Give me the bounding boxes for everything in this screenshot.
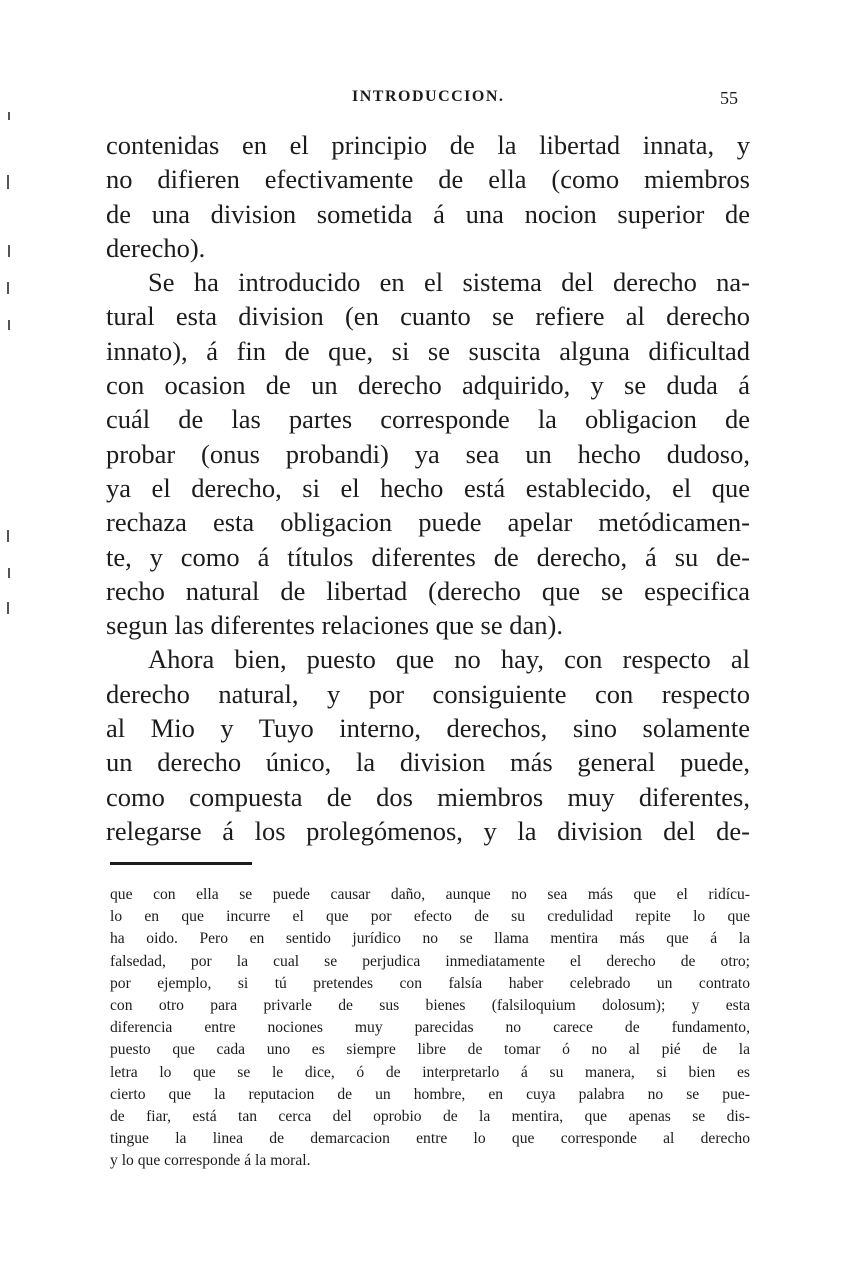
margin-mark	[7, 530, 9, 542]
text-line: de una division sometida á una nocion superior de	[106, 198, 750, 229]
footnote-line: tingue la linea de demarcacion entre lo que corresponde al derecho	[110, 1130, 750, 1148]
footnote-line: puesto que cada uno es siempre libre de tomar ó no al pié de la	[110, 1041, 750, 1059]
margin-mark	[8, 245, 10, 257]
running-title: INTRODUCCION.	[352, 88, 505, 105]
footnote-line: con otro para privarle de sus bienes (falsiloquium dolosum); y esta	[110, 996, 750, 1014]
text-line: relegarse á los prolegómenos, y la division del de-	[106, 815, 750, 846]
margin-mark	[8, 320, 10, 330]
footnote-line: diferencia entre nociones muy parecidas no carece de fundamento,	[110, 1019, 750, 1037]
margin-mark	[8, 112, 10, 120]
text-line: innato), á fin de que, si se suscita alguna dificultad	[106, 335, 750, 366]
text-line: derecho).	[106, 232, 206, 263]
margin-mark	[7, 282, 9, 294]
text-line: derecho natural, y por consiguiente con respecto	[106, 678, 750, 709]
text-line: contenidas en el principio de la libertad innata, y	[106, 130, 750, 160]
footnote-line: por ejemplo, si tú pretendes con falsía haber celebrado un contrato	[110, 974, 750, 992]
footnote-line: lo en que incurre el que por efecto de su credulidad repite lo que	[110, 908, 750, 926]
text-line: ya el derecho, si el hecho está establecido, el que	[106, 472, 750, 503]
page-header	[108, 88, 738, 114]
text-line: recho natural de libertad (derecho que se especifica	[106, 575, 750, 606]
text-line: probar (onus probandi) ya sea un hecho dudoso,	[106, 438, 750, 469]
text-line: Ahora bien, puesto que no hay, con respecto al	[148, 644, 750, 675]
text-line: un derecho único, la division más general puede,	[106, 747, 750, 778]
text-line: cuál de las partes corresponde la obligacion de	[106, 404, 750, 435]
text-line: al Mio y Tuyo interno, derechos, sino solamente	[106, 713, 750, 744]
text-line: Se ha introducido en el sistema del derecho na-	[148, 267, 750, 298]
footnote	[110, 884, 750, 1172]
main-text	[106, 128, 750, 848]
page-number: 55	[720, 88, 738, 108]
text-line: tural esta division (en cuanto se refiere al derecho	[106, 301, 750, 332]
left-margin-marks	[0, 0, 20, 1280]
text-line: con ocasion de un derecho adquirido, y se duda á	[106, 370, 750, 401]
footnote-line: cierto que la reputacion de un hombre, en cuya palabra no se pue-	[110, 1085, 750, 1103]
text-line: rechaza esta obligacion puede apelar metódicamen-	[106, 507, 750, 538]
text-line: como compuesta de dos miembros muy diferentes,	[106, 781, 750, 812]
footnote-divider	[110, 862, 252, 865]
text-line: te, y como á títulos diferentes de derecho, á su de-	[106, 541, 750, 572]
footnote-line: y lo que corresponde á la moral.	[110, 1152, 311, 1170]
footnote-line: ha oido. Pero en sentido jurídico no se llama mentira más que á la	[110, 930, 750, 948]
footnote-line: de fiar, está tan cerca del oprobio de la mentira, que apenas se dis-	[110, 1107, 750, 1125]
footnote-line: letra lo que se le dice, ó de interpretarlo á su manera, si bien es	[110, 1063, 750, 1081]
text-line: no difieren efectivamente de ella (como miembros	[106, 164, 750, 195]
margin-mark	[8, 568, 10, 578]
footnote-line: falsedad, por la cual se perjudica inmediatamente el derecho de otro;	[110, 952, 750, 970]
margin-mark	[7, 175, 9, 189]
footnote-line: que con ella se puede causar daño, aunque no sea más que el ridícu-	[110, 886, 750, 903]
margin-mark	[7, 602, 9, 614]
text-line: segun las diferentes relaciones que se dan).	[106, 610, 563, 641]
